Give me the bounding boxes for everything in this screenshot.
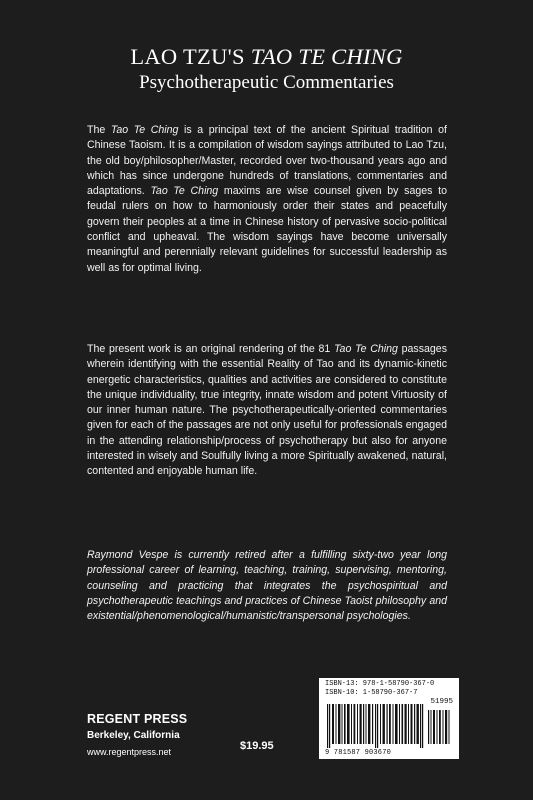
ean-number: 9 781587 903670 bbox=[325, 749, 392, 757]
book-title-italic: TAO TE CHING bbox=[250, 44, 403, 69]
description-paragraph-2: The present work is an original rendering of the 81 Tao Te Ching passages wherein identifying with the essential Reality of Tao and its dynamic-kinetic energetic characteristics, qualities and activities are considered to constitute the unique individuality, true integrity, innate wisdom and potent Virtuosity of our inner human nature. The psychotherapeutically-oriented commentaries given for each of the passages are not only useful for professionals engaged in the attending relationship/process of psychotherapy but also for anyone interested in wisely and Soulfully living a more Spiritually awakened, natural, contented and enjoyable human life. bbox=[87, 343, 447, 478]
barcode-supplement: 51995 bbox=[430, 698, 453, 706]
barcode-label bbox=[319, 678, 459, 759]
price: $19.95 bbox=[240, 740, 274, 752]
barcode-icon bbox=[325, 700, 453, 748]
book-subtitle: Psychotherapeutic Commentaries bbox=[139, 72, 394, 93]
description-paragraph-1: The Tao Te Ching is a principal text of the ancient Spiritual tradition of Chinese Taoism. It is a compilation of wisdom sayings attributed to Lao Tzu, the old boy/philosopher/Master, recorded over two-thousand years ago and which has since undergone hundreds of translations, commentaries and adaptations. Tao Te Ching maxims are wise counsel given by sages to feudal rulers on how to harmoniously order their states and peacefully govern their peoples at a time in Chinese history of pervasive socio-political conflict and upheaval. The wisdom sayings have become universally meaningful and perennially relevant guidelines for successful leadership as well as for optimal living. bbox=[87, 124, 447, 274]
publisher-name: REGENT PRESS bbox=[87, 712, 188, 726]
publisher-location: Berkeley, California bbox=[87, 730, 180, 741]
barcode-bars bbox=[327, 704, 450, 748]
isbn-10: ISBN-10: 1-58790-367-7 bbox=[325, 689, 418, 697]
author-bio: Raymond Vespe is currently retired after a fulfilling sixty-two year long professional career of learning, teaching, training, supervising, mentoring, counseling and practicing that integrates the psychospiritual and psychotherapeutic teachings and practices of Chinese Taoist philosophy and existential/phenomenological/humanistic/transpersonal psychologies. bbox=[87, 549, 447, 623]
book-title: LAO TZU'S TAO TE CHING bbox=[130, 44, 403, 69]
publisher-block bbox=[87, 712, 187, 757]
publisher-url: www.regentpress.net bbox=[87, 747, 172, 757]
isbn-13: ISBN-13: 978-1-58790-367-0 bbox=[325, 680, 435, 688]
